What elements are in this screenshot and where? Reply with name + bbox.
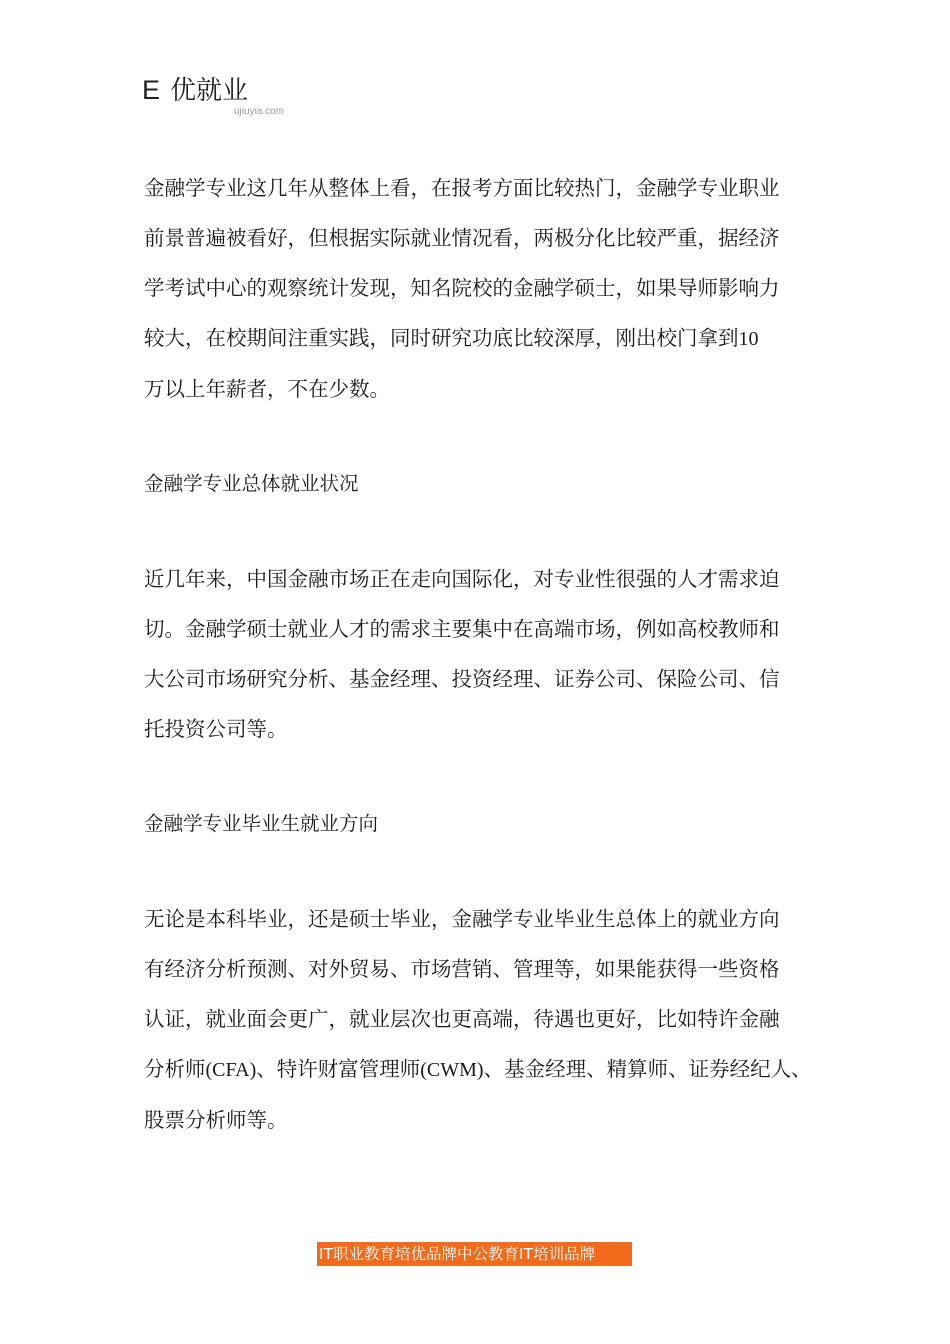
paragraph-line: 近几年来，中国金融市场正在走向国际化，对专业性很强的人才需求迫 [144,567,780,591]
paragraph-line: 学考试中心的观察统计发现，知名院校的金融学硕士，如果导师影响力 [144,276,780,300]
abbr-cfa: (CFA) [205,1059,257,1081]
logo-name: 优就业 [170,76,249,106]
paragraph-line: 金融学专业这几年从整体上看，在报考方面比较热门，金融学专业职业 [144,176,780,200]
paragraph-line: 股票分析师等。 [144,1108,288,1132]
brand-logo [142,70,248,107]
logo-url: ujiuyia.com [234,106,285,117]
salary-number: 10 [738,328,759,350]
paragraph-text: 、特许财富管理师 [256,1057,421,1081]
article-body [144,163,824,1145]
paragraph-text: 较大，在校期间注重实践，同时研究功底比较深厚，刚出校门拿到 [144,326,739,350]
paragraph-line: 前景普遍被看好，但根据实际就业情况看，两极分化比较严重，据经济 [144,226,780,250]
paragraph-line [144,313,824,364]
paragraph-line: 切。金融学硕士就业人才的需求主要集中在高端市场，例如高校教师和 [144,617,780,641]
paragraph-line: 托投资公司等。 [144,717,288,741]
abbr-cwm: (CWM) [420,1059,484,1081]
paragraph-text: 、基金经理、精算师、证券经纪人、 [483,1057,812,1081]
paragraph-line [144,1044,824,1095]
paragraph-line: 有经济分析预测、对外贸易、市场营销、管理等，如果能获得一些资格 [144,957,780,981]
paragraph-line: 大公司市场研究分析、基金经理、投资经理、证券公司、保险公司、信 [144,667,780,691]
paragraph-line: 认证，就业面会更广，就业层次也更高端，待遇也更好，比如特许金融 [144,1007,780,1031]
section-heading: 金融学专业毕业生就业方向 [144,812,379,835]
paragraph-text: 分析师 [144,1057,206,1081]
logo-mark: E [142,75,161,105]
section-heading: 金融学专业总体就业状况 [144,472,359,495]
paragraph-line: 万以上年薪者，不在少数。 [144,377,390,401]
footer-banner: IT职业教育培优品牌中公教育IT培训品牌 [317,1242,632,1266]
paragraph-line: 无论是本科毕业，还是硕士毕业，金融学专业毕业生总体上的就业方向 [144,907,780,931]
